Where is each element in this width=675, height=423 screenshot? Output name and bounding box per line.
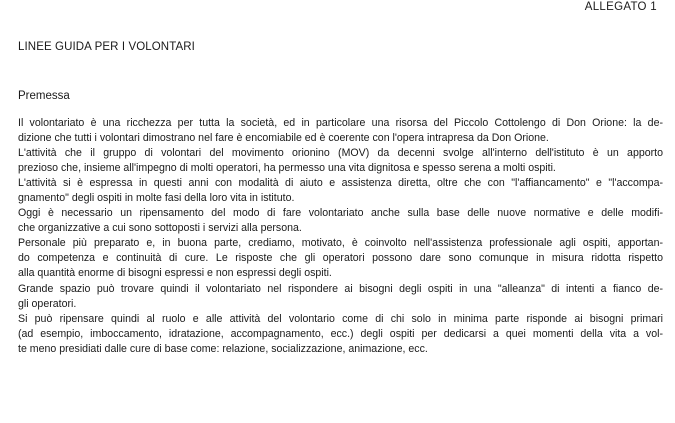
body-line: te meno presidiati dalle cure di base come: relazione, socializzazione, animazione, ecc.: [18, 342, 428, 355]
body-line: gli operatori.: [18, 297, 77, 310]
body-line: dizione che tutti i volontari dimostrano nel fare è encomiabile ed è coerente con l'opera intrapresa da Don Orione.: [18, 132, 549, 145]
body-line: Grande spazio può trovare quindi il volontariato nel rispondere ai bisogni degli ospiti in una "alleanza" di intenti a fianco de-: [18, 282, 663, 295]
body-line: Si può ripensare quindi al ruolo e alle attività del volontario come di chi solo in minima parte risponde ai bisogni primari: [18, 312, 663, 325]
body-line: do competenza e continuità di cure. Le risposte che gli operatori possono dare sono comunque in misura ridotta rispetto: [18, 252, 663, 265]
body-line: alla quantità enorme di bisogni espressi e non espressi degli ospiti.: [18, 267, 332, 280]
section-heading: Premessa: [18, 90, 70, 102]
body-line: Personale più preparato e, in buona parte, crediamo, motivato, è coinvolto nell'assistenza professionale agli ospiti, apportan-: [18, 237, 663, 250]
body-line: L'attività che il gruppo di volontari del movimento orionino (MOV) da decenni svolge all'interno dell'istituto è un apporto: [18, 147, 663, 160]
attachment-label: ALLEGATO 1: [584, 1, 657, 13]
body-line: (ad esempio, imboccamento, idratazione, accompagnamento, ecc.) degli ospiti per dedicarsi a quei momenti della vita a vol-: [18, 327, 663, 340]
body-line: che organizzative a cui sono sottoposti i servizi alla persona.: [18, 222, 302, 235]
body-line: L'attività si è espressa in questi anni con modalità di aiuto e assistenza diretta, oltre che con "l'affiancamento" e "l'accompa-: [18, 177, 663, 190]
body-text: [18, 116, 663, 357]
body-line: Il volontariato è una ricchezza per tutta la società, ed in particolare una risorsa del Piccolo Cottolengo di Don Orione: la de-: [18, 117, 663, 129]
body-line: gnamento" degli ospiti in molte fasi della loro vita in istituto.: [18, 192, 295, 205]
document-title: LINEE GUIDA PER I VOLONTARI: [18, 41, 195, 53]
body-line: prezioso che, insieme all'impegno di molti operatori, ha permesso una vita dignitosa e spesso serena a molti ospiti.: [18, 162, 556, 175]
body-line: Oggi è necessario un ripensamento del modo di fare volontariato anche sulla base delle nuove normative e delle modifi-: [18, 207, 663, 220]
